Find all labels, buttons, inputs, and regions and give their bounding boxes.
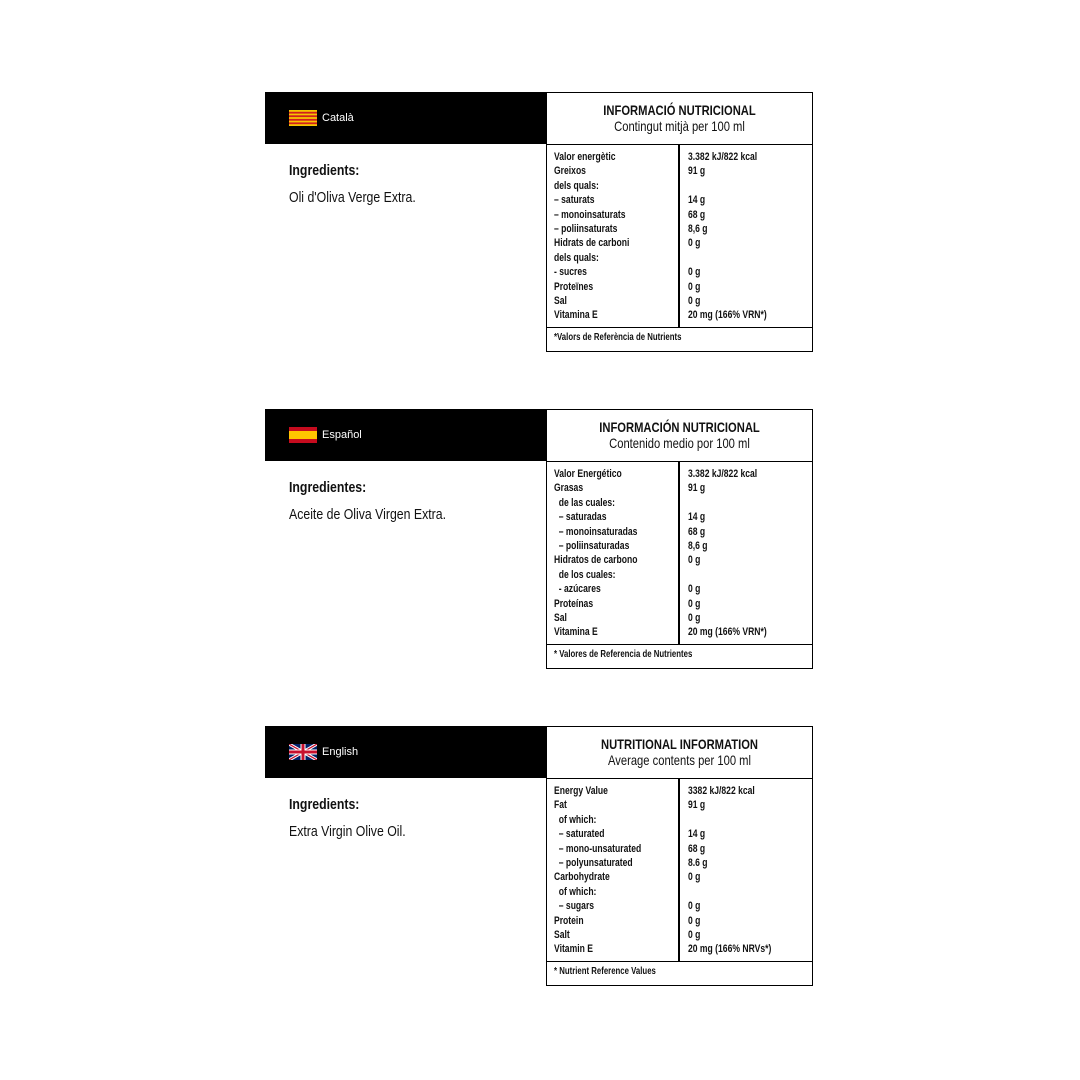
nutrition-panel-spanish xyxy=(265,409,815,671)
language-bar xyxy=(265,409,547,461)
nutrient-row xyxy=(554,914,809,928)
nutrient-row xyxy=(554,842,809,856)
nutrient-rows xyxy=(554,784,809,957)
nutrition-panel-catalan xyxy=(265,92,815,354)
nutrient-row xyxy=(554,813,809,827)
nutrient-label: Proteïnes xyxy=(554,280,594,293)
language-label: Español xyxy=(322,429,362,441)
nutrient-value: 0 g xyxy=(688,900,701,913)
nutrient-row xyxy=(554,899,809,913)
nutrient-value: 3.382 kJ/822 kcal xyxy=(688,151,758,163)
ingredients-block xyxy=(289,796,539,841)
nutrient-row xyxy=(554,481,809,495)
nutrient-value: 14 g xyxy=(688,194,706,207)
nutrient-rows xyxy=(554,150,809,323)
nutrient-value: 0 g xyxy=(688,554,701,567)
nutrient-label: – polyunsaturated xyxy=(554,856,633,869)
nutrient-row xyxy=(554,625,809,639)
nutrient-value: 0 g xyxy=(688,266,701,279)
nutrient-label: – sugars xyxy=(554,900,595,913)
nutrient-row xyxy=(554,568,809,582)
nutrient-value: 20 mg (166% VRN*) xyxy=(688,626,767,639)
nutrient-row xyxy=(554,510,809,524)
nutrient-label: – monoinsaturats xyxy=(554,208,626,221)
nutrient-value: 91 g xyxy=(688,482,706,495)
nutrient-label: Vitamina E xyxy=(554,626,598,639)
nutrient-label: – poliinsaturadas xyxy=(554,539,630,552)
nutrient-value: 20 mg (166% NRVs*) xyxy=(688,943,772,956)
nutrient-label: dels quals: xyxy=(554,179,599,192)
nutrient-value: 0 g xyxy=(688,611,701,624)
ingredients-text: Aceite de Oliva Virgen Extra. xyxy=(289,506,447,523)
uk-flag-icon xyxy=(289,744,317,760)
nutrient-value: 14 g xyxy=(688,511,706,524)
nutrient-value: 0 g xyxy=(688,928,701,941)
nutrient-label: Protein xyxy=(554,914,584,927)
table-footnote: * Valores de Referencia de Nutrientes xyxy=(554,649,693,660)
nutrient-value: 0 g xyxy=(688,237,701,250)
nutrient-row xyxy=(554,870,809,884)
nutrition-table xyxy=(546,409,813,669)
nutrient-value: 68 g xyxy=(688,208,706,221)
nutrient-label: Sal xyxy=(554,611,567,624)
nutrient-label: – mono-unsaturated xyxy=(554,842,642,855)
ingredients-block xyxy=(289,162,539,207)
nutrient-value: 0 g xyxy=(688,914,701,927)
nutrient-row xyxy=(554,251,809,265)
table-body xyxy=(547,779,812,962)
nutrient-value: 91 g xyxy=(688,165,706,178)
nutrient-row xyxy=(554,164,809,178)
nutrition-panel-english xyxy=(265,726,815,988)
nutrient-row xyxy=(554,597,809,611)
nutrient-value: 0 g xyxy=(688,597,701,610)
nutrient-label: Hidrats de carboni xyxy=(554,237,630,250)
language-bar xyxy=(265,726,547,778)
nutrient-value: 3.382 kJ/822 kcal xyxy=(688,468,758,480)
nutrient-row xyxy=(554,856,809,870)
nutrient-label: – monoinsaturadas xyxy=(554,525,638,538)
table-title: INFORMACIÓ NUTRICIONAL xyxy=(603,102,756,118)
nutrient-label: Proteínas xyxy=(554,597,594,610)
nutrient-value: 91 g xyxy=(688,799,706,812)
nutrient-row xyxy=(554,150,809,164)
nutrient-label: Salt xyxy=(554,928,570,941)
ingredients-block xyxy=(289,479,539,524)
nutrient-label: Vitamin E xyxy=(554,943,593,956)
nutrient-label: dels quals: xyxy=(554,251,599,264)
nutrient-label: Fat xyxy=(554,799,567,812)
language-label: English xyxy=(322,746,359,758)
nutrient-label: Valor energètic xyxy=(554,151,616,163)
table-body xyxy=(547,145,812,328)
nutrient-row xyxy=(554,208,809,222)
nutrient-value: 8,6 g xyxy=(688,539,708,552)
nutrient-row xyxy=(554,798,809,812)
nutrient-label: – saturadas xyxy=(554,511,607,524)
nutrient-row xyxy=(554,496,809,510)
table-subtitle: Contenido medio por 100 ml xyxy=(609,435,750,451)
table-subtitle: Contingut mitjà per 100 ml xyxy=(614,118,745,134)
nutrient-row xyxy=(554,539,809,553)
table-footnote: *Valors de Referència de Nutrients xyxy=(554,332,682,343)
nutrient-row xyxy=(554,885,809,899)
nutrient-row xyxy=(554,193,809,207)
nutrient-label: Vitamina E xyxy=(554,309,598,322)
language-bar xyxy=(265,92,547,144)
nutrient-label: de las cuales: xyxy=(554,496,616,509)
ingredients-text: Oli d'Oliva Verge Extra. xyxy=(289,189,416,206)
nutrient-value: 0 g xyxy=(688,294,701,307)
table-body xyxy=(547,462,812,645)
nutrient-label: Energy Value xyxy=(554,785,608,797)
nutrient-row xyxy=(554,179,809,193)
nutrient-label: - sucres xyxy=(554,266,587,279)
nutrient-label: Grasas xyxy=(554,482,584,495)
nutrient-row xyxy=(554,280,809,294)
nutrient-row xyxy=(554,294,809,308)
nutrient-label: Hidratos de carbono xyxy=(554,554,638,567)
nutrient-row xyxy=(554,928,809,942)
spain-flag-icon xyxy=(289,427,317,443)
nutrient-label: – poliinsaturats xyxy=(554,222,618,235)
table-title: INFORMACIÓN NUTRICIONAL xyxy=(599,419,760,435)
nutrient-row xyxy=(554,582,809,596)
nutrient-rows xyxy=(554,467,809,640)
ingredients-text: Extra Virgin Olive Oil. xyxy=(289,823,406,840)
nutrient-value: 68 g xyxy=(688,525,706,538)
nutrient-label: de los cuales: xyxy=(554,568,616,581)
nutrient-label: of which: xyxy=(554,813,597,826)
language-label: Català xyxy=(322,112,354,124)
nutrient-row xyxy=(554,525,809,539)
table-header xyxy=(547,727,812,779)
ingredients-title: Ingredients: xyxy=(289,796,360,813)
nutrient-value: 20 mg (166% VRN*) xyxy=(688,309,767,322)
nutrient-row xyxy=(554,784,809,798)
nutrient-row xyxy=(554,827,809,841)
nutrient-value: 0 g xyxy=(688,871,701,884)
table-header xyxy=(547,410,812,462)
nutrient-label: Sal xyxy=(554,294,567,307)
nutrient-label: - azúcares xyxy=(554,583,601,596)
nutrient-value: 0 g xyxy=(688,583,701,596)
nutrient-row xyxy=(554,611,809,625)
nutrient-row xyxy=(554,222,809,236)
nutrient-value: 3382 kJ/822 kcal xyxy=(688,785,755,797)
nutrient-value: 8.6 g xyxy=(688,856,708,869)
nutrient-value: 68 g xyxy=(688,842,706,855)
nutrition-table xyxy=(546,726,813,986)
nutrient-value: 14 g xyxy=(688,828,706,841)
nutrient-row xyxy=(554,553,809,567)
nutrient-label: – saturated xyxy=(554,828,605,841)
nutrient-label: Carbohydrate xyxy=(554,871,610,884)
table-footnote: * Nutrient Reference Values xyxy=(554,966,656,977)
nutrient-label: of which: xyxy=(554,885,597,898)
catalonia-flag-icon xyxy=(289,110,317,126)
nutrient-label: Greixos xyxy=(554,165,586,178)
nutrient-value: 0 g xyxy=(688,280,701,293)
nutrient-label: Valor Energético xyxy=(554,468,622,480)
ingredients-title: Ingredientes: xyxy=(289,479,367,496)
nutrient-row xyxy=(554,942,809,956)
nutrient-row xyxy=(554,236,809,250)
nutrient-row xyxy=(554,308,809,322)
nutrient-row xyxy=(554,467,809,481)
table-subtitle: Average contents per 100 ml xyxy=(608,752,751,768)
nutrient-value: 8,6 g xyxy=(688,222,708,235)
ingredients-title: Ingredients: xyxy=(289,162,360,179)
table-title: NUTRITIONAL INFORMATION xyxy=(601,736,758,752)
table-header xyxy=(547,93,812,145)
nutrition-table xyxy=(546,92,813,352)
nutrient-row xyxy=(554,265,809,279)
nutrient-label: – saturats xyxy=(554,194,595,207)
